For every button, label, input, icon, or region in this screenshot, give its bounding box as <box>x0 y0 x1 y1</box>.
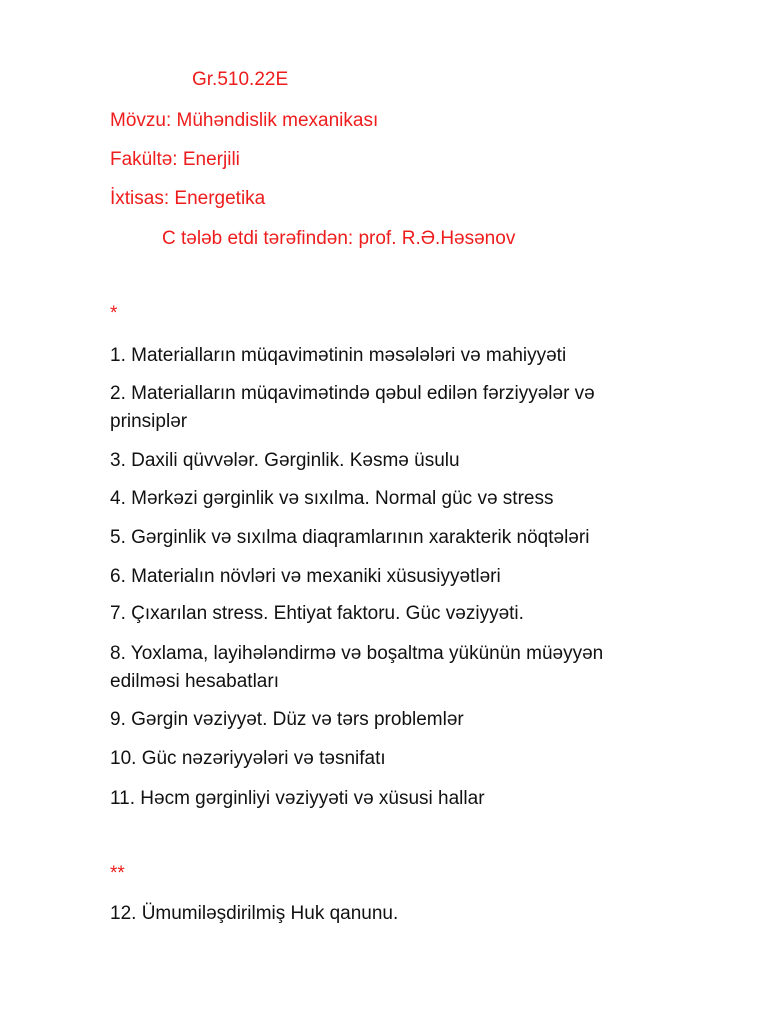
section-marker: * <box>110 303 118 324</box>
list-item: 10. Güc nəzəriyyələri və təsnifatı <box>110 748 386 769</box>
faculty-line: Fakültə: Enerjili <box>110 149 240 170</box>
specialty-line: İxtisas: Energetika <box>110 188 266 209</box>
list-item: 4. Mərkəzi gərginlik və sıxılma. Normal güc və stress <box>110 488 554 509</box>
list-item: 12. Ümumiləşdirilmiş Huk qanunu. <box>110 903 399 924</box>
requested-by-line: C tələb etdi tərəfindən: prof. R.Ə.Həsənov <box>162 228 516 249</box>
section-marker: ** <box>110 863 125 884</box>
list-item: 7. Çıxarılan stress. Ehtiyat faktoru. Güc vəziyyəti. <box>110 603 524 624</box>
subject-line: Mövzu: Mühəndislik mexanikası <box>110 110 379 131</box>
group-code: Gr.510.22E <box>192 69 289 90</box>
list-item: 1. Materialların müqavimətinin məsələləri və mahiyyəti <box>110 345 567 366</box>
list-item: 5. Gərginlik və sıxılma diaqramlarının xarakterik nöqtələri <box>110 527 590 548</box>
list-item: 8. Yoxlama, layihələndirmə və boşaltma yükünün müəyyən edilməsi hesabatları <box>110 643 604 692</box>
list-item: 11. Həcm gərginliyi vəziyyəti və xüsusi hallar <box>110 788 485 809</box>
list-item: 6. Materialın növləri və mexaniki xüsusiyyətləri <box>110 566 501 587</box>
list-item: 9. Gərgin vəziyyət. Düz və tərs problemlər <box>110 709 464 730</box>
list-item: 2. Materialların müqavimətində qəbul edilən fərziyyələr və prinsiplər <box>110 383 595 432</box>
list-item: 3. Daxili qüvvələr. Gərginlik. Kəsmə üsulu <box>110 450 460 471</box>
